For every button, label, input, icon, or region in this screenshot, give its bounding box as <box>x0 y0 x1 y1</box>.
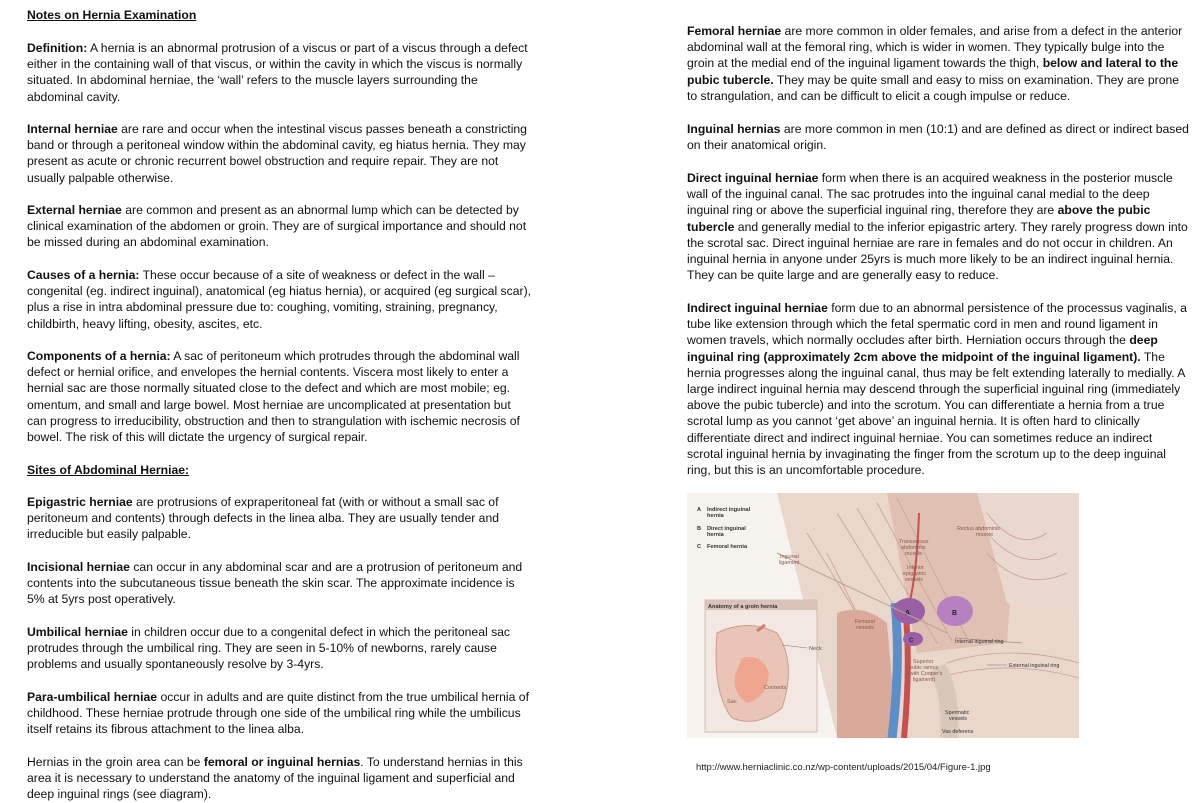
epigastric-text: are protrusions of expraperitoneal fat (with or without a small sac of peritoneum and contents) through defects in the linea alba. They are usually tender and irreducible but easily palpable. <box>27 495 500 542</box>
causes-paragraph <box>27 267 532 332</box>
femoral-text-1: are more common in older females, and arise from a defect in the anterior abdominal wall at the femoral ring, which is wider in women. They typically bulge into the groin at the medial end of the inguinal ligament towards the thigh, <box>687 24 1183 71</box>
label-superior-1: Superior <box>913 659 934 665</box>
external-herniae-paragraph <box>27 202 532 251</box>
groin-paragraph <box>27 754 532 803</box>
indirect-text-2: The hernia progresses along the inguinal canal, thus may be felt extending laterally to medially. A large indirect inguinal hernia may descend through the superficial inguinal ring (immediately above the pubic tubercle) and into the scrotum. You can differentiate a hernia from a true scrotal lump as you cannot ‘get above’ an inguinal hernia. It is often hard to clinically differentiate direct and indirect inguinal herniae. You can sometimes reduce an indirect scrotal inguinal hernia by invaginating the finger from the scrotum up to the deep inguinal ring, but this is an uncomfortable procedure. <box>687 349 1185 478</box>
external-herniae-label: External herniae <box>27 203 122 217</box>
sites-heading: Sites of Abdominal Herniae: <box>27 463 190 477</box>
groin-hernia-figure <box>687 493 1079 738</box>
legend-a-line1: Indirect inguinal <box>707 507 751 513</box>
label-vas-deferens: Vas deferens <box>942 729 974 735</box>
label-femoral-vessels-2: vessels <box>856 625 874 631</box>
internal-herniae-text: are rare and occur when the intestinal viscus passes beneath a constricting band or through a peritoneal window within the abdominal cavity, eg hiatus hernia. They may present as acute or chronic recurrent bowel obstruction and require repair. They are not usually palpable otherwise. <box>27 122 527 185</box>
incisional-label: Incisional herniae <box>27 560 130 574</box>
label-rectus-2: muscle <box>976 532 994 538</box>
components-text: A sac of peritoneum which protrudes through the abdominal wall defect or hernial orifice, and envelopes the hernial contents. Viscera most likely to enter a hernial sac are those normally situated close to the defect and which are most mobile; eg. omentum, and small and large bowel. Most herniae are uncomplicated at presentation but can progress to irreducibility, obstruction and then to strangulation with ischemic necrosis of bowel. The risk of this will dictate the urgency of surgical repair. <box>27 349 520 445</box>
label-transversus-2: abdominis <box>901 545 926 551</box>
label-inferior-3: vessels <box>905 577 923 583</box>
label-superior-4: ligament) <box>913 677 936 683</box>
direct-text-2: and generally medial to the inferior epigastric artery. They rarely progress down into the scrotal sac. Direct inguinal herniae are rare in females and do not occur in children. An inguinal hernia in anyone under 25yrs is much more likely to be an indirect inguinal hernia. They can be quite large and are generally easy to reduce. <box>687 219 1188 283</box>
indirect-text-1: form due to an abnormal persistence of the processus vaginalis, a tube like extension through which the fetal spermatic cord in men and round ligament in women travels, which normally occludes after birth. Herniation occurs through the <box>687 301 1187 348</box>
groin-text-2: . To understand hernias in this area it is necessary to understand the anatomy of the inguinal ligament and superficial and deep inguinal rings (see diagram). <box>27 755 523 802</box>
label-transversus-1: Transversus <box>899 539 929 545</box>
marker-b: B <box>952 610 958 617</box>
paraumbilical-paragraph <box>27 689 532 738</box>
label-inguinal-ligament-1: Inguinal <box>780 554 799 560</box>
femoral-vein <box>892 603 897 738</box>
page-title: Notes on Hernia Examination <box>27 8 197 22</box>
label-femoral-vessels-1: Femoral <box>855 619 875 625</box>
femoral-text-2: They may be quite small and easy to miss on examination. They are prone to strangulation, and can be difficult to elicit a cough impulse or reduce. <box>687 72 1180 103</box>
label-inguinal-ligament-2: ligament <box>779 560 800 566</box>
inguinal-label: Inguinal hernias <box>687 122 781 136</box>
direct-paragraph <box>687 170 1190 283</box>
label-spermatic-1: Spermatic <box>945 710 970 716</box>
paraumbilical-text: occur in adults and are quite distinct from the true umbilical hernia of childhood. These herniae protrude through one side of the umbilical ring while the umbilicus itself retains its fibrous attachment to the linea alba. <box>27 690 529 737</box>
femoral-bold: below and lateral to the pubic tubercle. <box>687 56 1179 87</box>
legend-a-letter: A <box>697 507 702 513</box>
label-transversus-3: muscle <box>905 551 923 557</box>
internal-herniae-label: Internal herniae <box>27 122 118 136</box>
legend-b-letter: B <box>697 526 702 532</box>
definition-label: Definition: <box>27 41 88 55</box>
label-rectus-1: Rectus abdominis <box>957 526 1000 532</box>
inset-panel <box>705 600 822 732</box>
causes-label: Causes of a hernia: <box>27 268 140 282</box>
label-inferior-1: Inferior <box>907 565 924 571</box>
paraumbilical-label: Para-umbilical herniae <box>27 690 158 704</box>
components-label: Components of a hernia: <box>27 349 171 363</box>
legend-c-line1: Femoral hernia <box>707 544 748 550</box>
marker-a: A <box>905 610 911 617</box>
umbilical-paragraph <box>27 624 532 673</box>
components-paragraph <box>27 348 532 445</box>
indirect-paragraph <box>687 300 1190 478</box>
groin-bold: femoral or inguinal hernias <box>203 755 361 769</box>
incisional-text: can occur in any abdominal scar and are a protrusion of peritoneum and contents into the subcutaneous tissue beneath the skin scar. The approximate incidence is 5% at 5yrs post operatively. <box>27 560 523 607</box>
label-superior-3: (with Cooper's <box>908 671 943 677</box>
umbilical-label: Umbilical herniae <box>27 625 128 639</box>
label-sac: Sac <box>727 699 737 705</box>
legend-a-line2: hernia <box>707 513 724 519</box>
femoral-label: Femoral herniae <box>687 24 782 38</box>
direct-text-1: form when there is an acquired weakness in the posterior muscle wall of the inguinal canal. The sac protrudes into the inguinal canal medial to the deep inguinal ring or above the superficial inguinal ring, therefore they are <box>687 171 1173 218</box>
external-herniae-text: are common and present as an abnormal lump which can be detected by clinical examination of the abdomen or groin. They are of surgical importance and should not be missed during an abdominal examination. <box>27 203 527 250</box>
source-url: http://www.herniaclinic.co.nz/wp-content/uploads/2015/04/Figure-1.jpg <box>696 762 991 773</box>
label-spermatic-2: vessels <box>949 716 967 722</box>
groin-anatomy-illustration <box>687 493 1079 738</box>
marker-c: C <box>909 638 914 644</box>
causes-text: These occur because of a site of weakness or defect in the wall – congenital (eg. indirect inguinal), anatomical (eg hiatus hernia), or acquired (eg surgical scar), plus a rise in intra abdominal pressure due to: coughing, vomiting, straining, pregnancy, childbirth, heavy lifting, obesity, ascites, etc. <box>27 268 532 331</box>
definition-paragraph <box>27 40 532 105</box>
label-external-ring: External inguinal ring <box>1009 663 1060 669</box>
groin-text-1: Hernias in the groin area can be <box>27 755 204 769</box>
incisional-paragraph <box>27 559 532 608</box>
label-internal-ring: Internal inguinal ring <box>955 639 1004 645</box>
inguinal-paragraph <box>687 121 1190 153</box>
label-superior-2: pubic ramus <box>909 665 939 671</box>
umbilical-text: in children occur due to a congenital defect in which the peritoneal sac protrudes through the umbilical ring. They are seen in 5-10% of newborns, rarely cause problems and usually spontaneously resolve by 3-4yrs. <box>27 625 511 672</box>
legend-b-line2: hernia <box>707 532 724 538</box>
indirect-label: Indirect inguinal herniae <box>687 301 828 315</box>
femoral-paragraph <box>687 23 1190 104</box>
direct-bold: above the pubic tubercle <box>687 203 1151 234</box>
indirect-bold: deep inguinal ring (approximately 2cm above the midpoint of the inguinal ligament). <box>687 333 1158 364</box>
internal-herniae-paragraph <box>27 121 532 186</box>
legend-b-line1: Direct inguinal <box>707 526 746 532</box>
direct-label: Direct inguinal herniae <box>687 171 819 185</box>
epigastric-paragraph <box>27 494 532 543</box>
definition-text: A hernia is an abnormal protrusion of a viscus or part of a viscus through a defect either in the containing wall of that viscus, or within the cavity in which the viscus is normally situated. In abdominal herniae, the ‘wall’ refers to the muscle layers surrounding the abdominal cavity. <box>27 41 528 104</box>
inguinal-text: are more common in men (10:1) and are defined as direct or indirect based on their anatomical origin. <box>687 122 1189 153</box>
inset-title: Anatomy of a groin hernia <box>708 604 778 610</box>
label-neck: Neck <box>809 646 822 652</box>
epigastric-label: Epigastric herniae <box>27 495 133 509</box>
legend-c-letter: C <box>697 544 702 550</box>
label-inferior-2: epigastric <box>903 571 927 577</box>
label-contents: Contents <box>764 685 787 691</box>
